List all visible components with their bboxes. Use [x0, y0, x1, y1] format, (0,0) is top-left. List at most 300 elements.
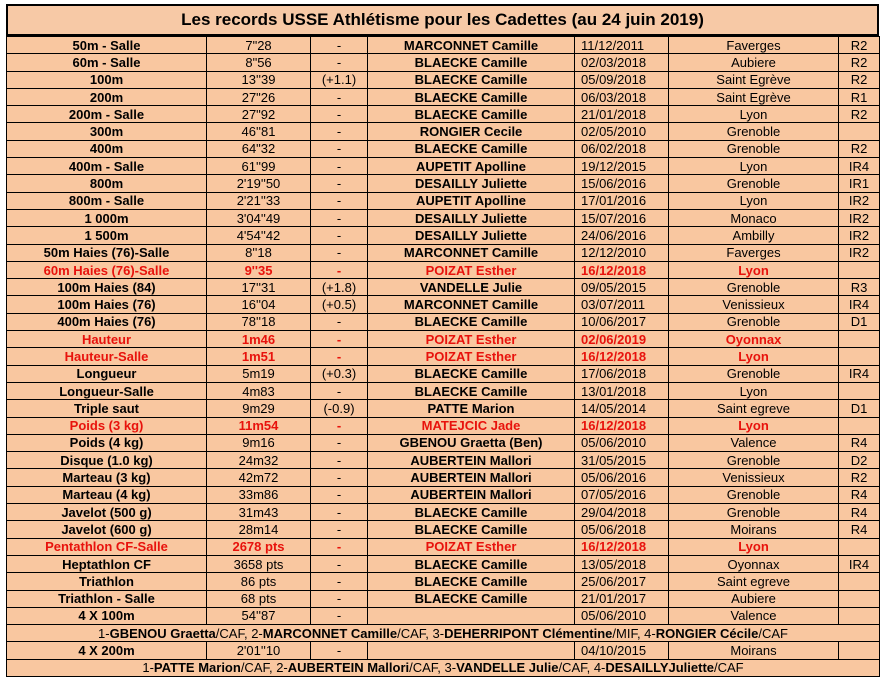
- level-cell: [839, 538, 880, 555]
- place-cell: Saint Egrève: [669, 88, 839, 105]
- level-cell: [839, 261, 880, 278]
- record-row: [7, 417, 880, 434]
- record-row: [7, 296, 880, 313]
- event-cell: 60m Haies (76)-Salle: [7, 261, 207, 278]
- record-row: [7, 590, 880, 607]
- event-cell: 50m - Salle: [7, 37, 207, 54]
- place-cell: Grenoble: [669, 123, 839, 140]
- level-cell: D1: [839, 313, 880, 330]
- athlete-cell: BLAECKE Camille: [368, 140, 575, 157]
- performance-cell: 42m72: [207, 469, 311, 486]
- performance-cell: 11m54: [207, 417, 311, 434]
- athlete-cell: BLAECKE Camille: [368, 382, 575, 399]
- date-cell: 19/12/2015: [575, 158, 669, 175]
- date-cell: 29/04/2018: [575, 504, 669, 521]
- performance-cell: 13''39: [207, 71, 311, 88]
- place-cell: Lyon: [669, 538, 839, 555]
- date-cell: 25/06/2017: [575, 573, 669, 590]
- place-cell: Saint Egrève: [669, 71, 839, 88]
- athlete-cell: BLAECKE Camille: [368, 590, 575, 607]
- event-cell: 100m Haies (76): [7, 296, 207, 313]
- athlete-cell: BLAECKE Camille: [368, 313, 575, 330]
- athlete-cell: BLAECKE Camille: [368, 71, 575, 88]
- record-row: [7, 331, 880, 348]
- place-cell: Valence: [669, 607, 839, 624]
- athlete-cell: DESAILLY Juliette: [368, 227, 575, 244]
- level-cell: R3: [839, 279, 880, 296]
- level-cell: IR4: [839, 158, 880, 175]
- athlete-cell: POIZAT Esther: [368, 261, 575, 278]
- wind-cell: -: [311, 140, 368, 157]
- place-cell: Faverges: [669, 244, 839, 261]
- place-cell: Grenoble: [669, 504, 839, 521]
- athlete-cell: BLAECKE Camille: [368, 54, 575, 71]
- level-cell: [839, 331, 880, 348]
- level-cell: R2: [839, 469, 880, 486]
- relay-athlete-name: AUBERTEIN Mallori: [287, 660, 410, 676]
- place-cell: Saint egreve: [669, 400, 839, 417]
- wind-cell: -: [311, 504, 368, 521]
- wind-cell: -: [311, 209, 368, 226]
- event-cell: Pentathlon CF-Salle: [7, 538, 207, 555]
- record-row: [7, 71, 880, 88]
- performance-cell: 4m83: [207, 382, 311, 399]
- wind-cell: -: [311, 486, 368, 503]
- wind-cell: (+1.1): [311, 71, 368, 88]
- date-cell: 07/05/2016: [575, 486, 669, 503]
- performance-cell: 1m51: [207, 348, 311, 365]
- event-cell: 400m: [7, 140, 207, 157]
- level-cell: R4: [839, 486, 880, 503]
- wind-cell: -: [311, 642, 368, 659]
- place-cell: Lyon: [669, 417, 839, 434]
- level-cell: IR4: [839, 555, 880, 572]
- record-row: [7, 175, 880, 192]
- wind-cell: -: [311, 123, 368, 140]
- event-cell: 200m: [7, 88, 207, 105]
- wind-cell: -: [311, 313, 368, 330]
- record-row: [7, 313, 880, 330]
- record-row: [7, 123, 880, 140]
- athlete-cell: MARCONNET Camille: [368, 296, 575, 313]
- event-cell: Triathlon - Salle: [7, 590, 207, 607]
- place-cell: Lyon: [669, 261, 839, 278]
- record-row: [7, 400, 880, 417]
- athlete-cell: RONGIER Cecile: [368, 123, 575, 140]
- date-cell: 31/05/2015: [575, 452, 669, 469]
- date-cell: 16/12/2018: [575, 417, 669, 434]
- wind-cell: -: [311, 434, 368, 451]
- wind-cell: -: [311, 573, 368, 590]
- level-cell: IR1: [839, 175, 880, 192]
- athlete-cell: AUPETIT Apolline: [368, 158, 575, 175]
- level-cell: [839, 642, 880, 659]
- record-row: [7, 365, 880, 382]
- wind-cell: -: [311, 417, 368, 434]
- place-cell: Monaco: [669, 209, 839, 226]
- record-row: [7, 607, 880, 624]
- event-cell: 60m - Salle: [7, 54, 207, 71]
- place-cell: Lyon: [669, 348, 839, 365]
- event-cell: 400m - Salle: [7, 158, 207, 175]
- date-cell: 21/01/2018: [575, 106, 669, 123]
- wind-cell: -: [311, 37, 368, 54]
- wind-cell: -: [311, 382, 368, 399]
- relay-athlete-name: MARCONNET Camille: [262, 625, 398, 641]
- date-cell: 12/12/2010: [575, 244, 669, 261]
- event-cell: Longueur-Salle: [7, 382, 207, 399]
- place-cell: Grenoble: [669, 486, 839, 503]
- record-row: [7, 37, 880, 54]
- performance-cell: 4'54''42: [207, 227, 311, 244]
- place-cell: Grenoble: [669, 175, 839, 192]
- level-cell: R4: [839, 434, 880, 451]
- relay-team-cell: [7, 625, 880, 642]
- relay-separator: /CAF, 4-: [558, 660, 606, 676]
- record-row: [7, 573, 880, 590]
- performance-cell: 28m14: [207, 521, 311, 538]
- performance-cell: 2'21''33: [207, 192, 311, 209]
- relay-separator: 1-: [142, 660, 154, 676]
- relay-athlete-name: RONGIER Cécile: [655, 625, 759, 641]
- record-row: [7, 348, 880, 365]
- record-row: [7, 244, 880, 261]
- performance-cell: 86 pts: [207, 573, 311, 590]
- wind-cell: -: [311, 54, 368, 71]
- place-cell: Valence: [669, 434, 839, 451]
- performance-cell: 68 pts: [207, 590, 311, 607]
- record-row: [7, 54, 880, 71]
- performance-cell: 16''04: [207, 296, 311, 313]
- level-cell: [839, 590, 880, 607]
- level-cell: R2: [839, 54, 880, 71]
- event-cell: 50m Haies (76)-Salle: [7, 244, 207, 261]
- relay-team-row: [7, 625, 880, 642]
- relay-athlete-name: VANDELLE Julie: [456, 660, 559, 676]
- performance-cell: 78''18: [207, 313, 311, 330]
- athlete-cell: VANDELLE Julie: [368, 279, 575, 296]
- wind-cell: -: [311, 590, 368, 607]
- performance-cell: 9''35: [207, 261, 311, 278]
- athlete-cell: BLAECKE Camille: [368, 521, 575, 538]
- athlete-cell: DESAILLY Juliette: [368, 175, 575, 192]
- athlete-cell: MARCONNET Camille: [368, 244, 575, 261]
- performance-cell: 17''31: [207, 279, 311, 296]
- relay-separator: /CAF, 3-: [397, 625, 445, 641]
- athlete-cell: BLAECKE Camille: [368, 88, 575, 105]
- place-cell: Moirans: [669, 642, 839, 659]
- event-cell: Javelot (600 g): [7, 521, 207, 538]
- place-cell: Grenoble: [669, 140, 839, 157]
- event-cell: Poids (3 kg): [7, 417, 207, 434]
- athlete-cell: [368, 642, 575, 659]
- place-cell: Oyonnax: [669, 331, 839, 348]
- athlete-cell: POIZAT Esther: [368, 348, 575, 365]
- place-cell: Oyonnax: [669, 555, 839, 572]
- date-cell: 11/12/2011: [575, 37, 669, 54]
- performance-cell: 8"56: [207, 54, 311, 71]
- wind-cell: (+1.8): [311, 279, 368, 296]
- records-sheet: [6, 4, 879, 677]
- performance-cell: 7"28: [207, 37, 311, 54]
- relay-athlete-name: GBENOU Graetta: [109, 625, 216, 641]
- wind-cell: -: [311, 227, 368, 244]
- level-cell: [839, 573, 880, 590]
- level-cell: D1: [839, 400, 880, 417]
- record-row: [7, 382, 880, 399]
- wind-cell: -: [311, 158, 368, 175]
- relay-athlete-name: DESAILLYJuliette: [605, 660, 715, 676]
- records-table: [6, 36, 880, 677]
- place-cell: Moirans: [669, 521, 839, 538]
- wind-cell: -: [311, 348, 368, 365]
- athlete-cell: AUBERTEIN Mallori: [368, 469, 575, 486]
- level-cell: IR2: [839, 244, 880, 261]
- level-cell: [839, 607, 880, 624]
- level-cell: IR4: [839, 296, 880, 313]
- athlete-cell: BLAECKE Camille: [368, 365, 575, 382]
- wind-cell: -: [311, 88, 368, 105]
- performance-cell: 9m16: [207, 434, 311, 451]
- level-cell: IR2: [839, 192, 880, 209]
- record-row: [7, 279, 880, 296]
- level-cell: D2: [839, 452, 880, 469]
- date-cell: 21/01/2017: [575, 590, 669, 607]
- performance-cell: 64"32: [207, 140, 311, 157]
- date-cell: 15/06/2016: [575, 175, 669, 192]
- date-cell: 16/12/2018: [575, 538, 669, 555]
- event-cell: 4 X 200m: [7, 642, 207, 659]
- place-cell: Faverges: [669, 37, 839, 54]
- record-row: [7, 261, 880, 278]
- athlete-cell: AUPETIT Apolline: [368, 192, 575, 209]
- sheet-title: Les records USSE Athlétisme pour les Cadettes (au 24 juin 2019): [6, 4, 879, 36]
- place-cell: Saint egreve: [669, 573, 839, 590]
- relay-separator: /CAF, 2-: [240, 660, 288, 676]
- event-cell: Hauteur: [7, 331, 207, 348]
- wind-cell: -: [311, 175, 368, 192]
- place-cell: Grenoble: [669, 365, 839, 382]
- date-cell: 17/01/2016: [575, 192, 669, 209]
- record-row: [7, 469, 880, 486]
- performance-cell: 2678 pts: [207, 538, 311, 555]
- level-cell: R2: [839, 37, 880, 54]
- record-row: [7, 521, 880, 538]
- performance-cell: 2'19''50: [207, 175, 311, 192]
- date-cell: 16/12/2018: [575, 348, 669, 365]
- event-cell: 1 000m: [7, 209, 207, 226]
- level-cell: [839, 417, 880, 434]
- relay-separator: /CAF, 3-: [409, 660, 457, 676]
- place-cell: Grenoble: [669, 452, 839, 469]
- athlete-cell: MATEJCIC Jade: [368, 417, 575, 434]
- event-cell: Marteau (4 kg): [7, 486, 207, 503]
- record-row: [7, 158, 880, 175]
- athlete-cell: BLAECKE Camille: [368, 504, 575, 521]
- date-cell: 15/07/2016: [575, 209, 669, 226]
- record-row: [7, 555, 880, 572]
- event-cell: Marteau (3 kg): [7, 469, 207, 486]
- event-cell: Javelot (500 g): [7, 504, 207, 521]
- relay-athlete-name: DEHERRIPONT Clémentine: [444, 625, 613, 641]
- relay-separator: /CAF: [758, 625, 788, 641]
- record-row: [7, 88, 880, 105]
- place-cell: Grenoble: [669, 279, 839, 296]
- record-row: [7, 227, 880, 244]
- level-cell: R4: [839, 504, 880, 521]
- date-cell: 13/05/2018: [575, 555, 669, 572]
- level-cell: R2: [839, 106, 880, 123]
- performance-cell: 3'04''49: [207, 209, 311, 226]
- event-cell: 100m Haies (84): [7, 279, 207, 296]
- date-cell: 06/03/2018: [575, 88, 669, 105]
- record-row: [7, 209, 880, 226]
- level-cell: [839, 382, 880, 399]
- wind-cell: -: [311, 555, 368, 572]
- event-cell: Longueur: [7, 365, 207, 382]
- athlete-cell: [368, 607, 575, 624]
- wind-cell: -: [311, 607, 368, 624]
- record-row: [7, 486, 880, 503]
- athlete-cell: BLAECKE Camille: [368, 106, 575, 123]
- wind-cell: -: [311, 331, 368, 348]
- relay-team-row: [7, 659, 880, 676]
- level-cell: [839, 123, 880, 140]
- event-cell: 800m: [7, 175, 207, 192]
- wind-cell: (+0.3): [311, 365, 368, 382]
- performance-cell: 2'01''10: [207, 642, 311, 659]
- record-row: [7, 452, 880, 469]
- level-cell: R2: [839, 71, 880, 88]
- date-cell: 24/06/2016: [575, 227, 669, 244]
- place-cell: Lyon: [669, 158, 839, 175]
- performance-cell: 1m46: [207, 331, 311, 348]
- level-cell: [839, 348, 880, 365]
- wind-cell: -: [311, 538, 368, 555]
- relay-athlete-name: PATTE Marion: [153, 660, 241, 676]
- record-row: [7, 106, 880, 123]
- date-cell: 02/06/2019: [575, 331, 669, 348]
- place-cell: Lyon: [669, 192, 839, 209]
- relay-team-cell: [7, 659, 880, 676]
- event-cell: 800m - Salle: [7, 192, 207, 209]
- date-cell: 06/02/2018: [575, 140, 669, 157]
- date-cell: 05/06/2018: [575, 521, 669, 538]
- place-cell: Lyon: [669, 106, 839, 123]
- relay-separator: /MIF, 4-: [612, 625, 656, 641]
- record-row: [7, 538, 880, 555]
- date-cell: 03/07/2011: [575, 296, 669, 313]
- event-cell: 200m - Salle: [7, 106, 207, 123]
- record-row: [7, 642, 880, 659]
- event-cell: Hauteur-Salle: [7, 348, 207, 365]
- wind-cell: -: [311, 469, 368, 486]
- athlete-cell: BLAECKE Camille: [368, 555, 575, 572]
- date-cell: 10/06/2017: [575, 313, 669, 330]
- performance-cell: 9m29: [207, 400, 311, 417]
- wind-cell: -: [311, 521, 368, 538]
- athlete-cell: DESAILLY Juliette: [368, 209, 575, 226]
- date-cell: 05/06/2010: [575, 434, 669, 451]
- athlete-cell: AUBERTEIN Mallori: [368, 486, 575, 503]
- wind-cell: (+0.5): [311, 296, 368, 313]
- performance-cell: 5m19: [207, 365, 311, 382]
- athlete-cell: POIZAT Esther: [368, 331, 575, 348]
- performance-cell: 31m43: [207, 504, 311, 521]
- record-row: [7, 192, 880, 209]
- date-cell: 05/09/2018: [575, 71, 669, 88]
- performance-cell: 3658 pts: [207, 555, 311, 572]
- record-row: [7, 140, 880, 157]
- place-cell: Venissieux: [669, 296, 839, 313]
- relay-separator: /CAF, 2-: [215, 625, 263, 641]
- level-cell: IR4: [839, 365, 880, 382]
- relay-separator: /CAF: [714, 660, 744, 676]
- wind-cell: (-0.9): [311, 400, 368, 417]
- level-cell: R2: [839, 140, 880, 157]
- wind-cell: -: [311, 261, 368, 278]
- date-cell: 05/06/2010: [575, 607, 669, 624]
- wind-cell: -: [311, 244, 368, 261]
- place-cell: Grenoble: [669, 313, 839, 330]
- event-cell: 1 500m: [7, 227, 207, 244]
- level-cell: IR2: [839, 209, 880, 226]
- date-cell: 17/06/2018: [575, 365, 669, 382]
- level-cell: R4: [839, 521, 880, 538]
- performance-cell: 27"26: [207, 88, 311, 105]
- level-cell: IR2: [839, 227, 880, 244]
- date-cell: 14/05/2014: [575, 400, 669, 417]
- event-cell: Disque (1.0 kg): [7, 452, 207, 469]
- performance-cell: 54''87: [207, 607, 311, 624]
- performance-cell: 61''99: [207, 158, 311, 175]
- date-cell: 16/12/2018: [575, 261, 669, 278]
- athlete-cell: POIZAT Esther: [368, 538, 575, 555]
- place-cell: Aubiere: [669, 590, 839, 607]
- place-cell: Ambilly: [669, 227, 839, 244]
- event-cell: 4 X 100m: [7, 607, 207, 624]
- date-cell: 04/10/2015: [575, 642, 669, 659]
- event-cell: Triple saut: [7, 400, 207, 417]
- wind-cell: -: [311, 106, 368, 123]
- wind-cell: -: [311, 192, 368, 209]
- athlete-cell: BLAECKE Camille: [368, 573, 575, 590]
- place-cell: Venissieux: [669, 469, 839, 486]
- event-cell: 100m: [7, 71, 207, 88]
- performance-cell: 24m32: [207, 452, 311, 469]
- date-cell: 13/01/2018: [575, 382, 669, 399]
- athlete-cell: GBENOU Graetta (Ben): [368, 434, 575, 451]
- athlete-cell: AUBERTEIN Mallori: [368, 452, 575, 469]
- place-cell: Aubiere: [669, 54, 839, 71]
- records-table-body: [7, 37, 880, 677]
- record-row: [7, 504, 880, 521]
- level-cell: R1: [839, 88, 880, 105]
- performance-cell: 8''18: [207, 244, 311, 261]
- date-cell: 02/05/2010: [575, 123, 669, 140]
- event-cell: Heptathlon CF: [7, 555, 207, 572]
- date-cell: 09/05/2015: [575, 279, 669, 296]
- athlete-cell: PATTE Marion: [368, 400, 575, 417]
- date-cell: 02/03/2018: [575, 54, 669, 71]
- performance-cell: 27"92: [207, 106, 311, 123]
- performance-cell: 33m86: [207, 486, 311, 503]
- athlete-cell: MARCONNET Camille: [368, 37, 575, 54]
- event-cell: 300m: [7, 123, 207, 140]
- event-cell: 400m Haies (76): [7, 313, 207, 330]
- date-cell: 05/06/2016: [575, 469, 669, 486]
- relay-separator: 1-: [98, 625, 110, 641]
